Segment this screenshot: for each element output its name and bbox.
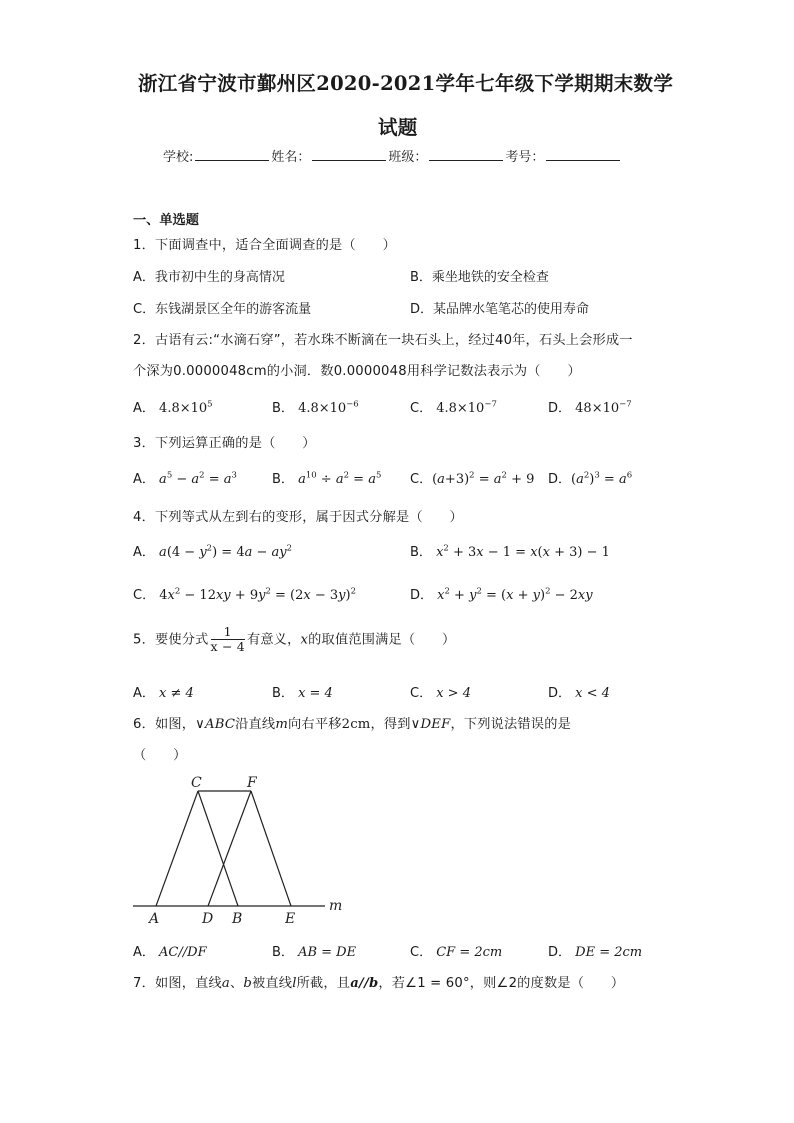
segment-fe — [251, 791, 291, 906]
q3-option-d[interactable]: D．$(a^2)^3 = a^6$ — [548, 470, 633, 487]
q1-option-d[interactable]: D．某品牌水笔笔芯的使用寿命 — [410, 302, 590, 317]
name-label: 姓名： — [271, 150, 311, 165]
school-field[interactable] — [195, 148, 269, 161]
segment-ca — [156, 791, 198, 906]
question-5-stem: 5．要使分式 $\frac{1}{x - 4}$ 有意义，x的取值范围满足（ ） — [133, 624, 456, 654]
student-info — [163, 146, 622, 165]
q4-option-b[interactable]: B． $x^2 + 3x - 1 = x(x + 3) - 1$ — [410, 543, 610, 560]
name-field[interactable] — [312, 148, 386, 161]
q1-option-c[interactable]: C．东钱湖景区全年的游客流量 — [133, 302, 312, 317]
question-6-stem: 6．如图，∨ABC沿直线m向右平移2cm，得到∨DEF，下列说法错误的是 — [133, 717, 571, 732]
label-e: E — [285, 911, 296, 927]
q6-option-a[interactable]: A． AC//DF — [133, 945, 207, 960]
q1-option-a[interactable]: A．我市初中生的身高情况 — [133, 270, 285, 285]
q5-option-b[interactable]: B． x = 4 — [272, 686, 333, 701]
school-label: 学校: — [163, 150, 194, 165]
q5-option-c[interactable]: C． x > 4 — [410, 686, 471, 701]
class-label: 班级： — [388, 150, 428, 165]
exam-no-label: 考号： — [505, 150, 545, 165]
q4-option-a[interactable]: A． $a(4 - y^2) = 4a - ay^2$ — [133, 543, 293, 560]
q3-option-c[interactable]: C．$(a+3)^2 = a^2 + 9$ — [410, 470, 535, 487]
label-d: D — [202, 911, 214, 927]
q1-option-b[interactable]: B．乘坐地铁的安全检查 — [410, 270, 549, 285]
question-7-stem: 7．如图，直线a、b被直线l所截，且a//b，若∠1 = 60°，则∠2的度数是（ ） — [133, 976, 625, 991]
q2-option-b[interactable]: B． $4.8\times 10^{-6}$ — [272, 399, 359, 416]
q6-option-c[interactable]: C． CF = 2cm — [410, 945, 503, 960]
question-1-stem: 1．下面调查中，适合全面调查的是（ ） — [133, 238, 396, 253]
q6-option-d[interactable]: D． DE = 2cm — [548, 945, 643, 960]
q4-option-c[interactable]: C． $4x^2 - 12xy + 9y^2 = (2x - 3y)^2$ — [133, 586, 357, 603]
label-a: A — [149, 911, 160, 927]
label-c: C — [191, 775, 202, 791]
q3-option-a[interactable]: A． $a^5 - a^2 = a^3$ — [133, 470, 237, 487]
q5-option-d[interactable]: D． x < 4 — [548, 686, 610, 701]
label-f: F — [247, 775, 257, 791]
q2-option-c[interactable]: C． $4.8\times 10^{-7}$ — [410, 399, 497, 416]
q5-option-a[interactable]: A． x ≠ 4 — [133, 686, 194, 701]
question-2-stem-line1: 2．古语有云:“水滴石穿”，若水珠不断滴在一块石头上，经过40年，石头上会形成一 — [133, 333, 633, 348]
page-title-line2: 试题 — [378, 116, 418, 139]
segment-fd — [208, 791, 251, 906]
question-4-stem: 4．下列等式从左到右的变形，属于因式分解是（ ） — [133, 510, 463, 525]
label-b: B — [232, 911, 243, 927]
q4-option-d[interactable]: D． $x^2 + y^2 = (x + y)^2 - 2xy$ — [410, 586, 593, 603]
label-m: m — [329, 898, 343, 914]
question-2-stem-line2: 个深为0.0000048cm的小洞．数0.0000048用科学记数法表示为（ ） — [133, 364, 581, 379]
q2-option-d[interactable]: D． $48\times 10^{-7}$ — [548, 399, 632, 416]
q3-option-b[interactable]: B． $a^{10} \div a^2 = a^5$ — [272, 470, 382, 487]
q6-option-b[interactable]: B． AB = DE — [272, 945, 357, 960]
class-field[interactable] — [429, 148, 503, 161]
q2-option-a[interactable]: A． $4.8\times 10^5$ — [133, 399, 213, 416]
segment-cb — [198, 791, 238, 906]
exam-no-field[interactable] — [546, 148, 620, 161]
translation-figure — [125, 768, 355, 928]
fraction: $\frac{1}{x - 4}$ — [210, 624, 245, 654]
question-3-stem: 3．下列运算正确的是（ ） — [133, 436, 316, 451]
section-title: 一、单选题 — [133, 213, 199, 228]
page-title: 浙江省宁波市鄞州区2020-2021学年七年级下学期期末数学 — [138, 72, 674, 95]
question-6-stem-line2: （ ） — [133, 748, 187, 763]
